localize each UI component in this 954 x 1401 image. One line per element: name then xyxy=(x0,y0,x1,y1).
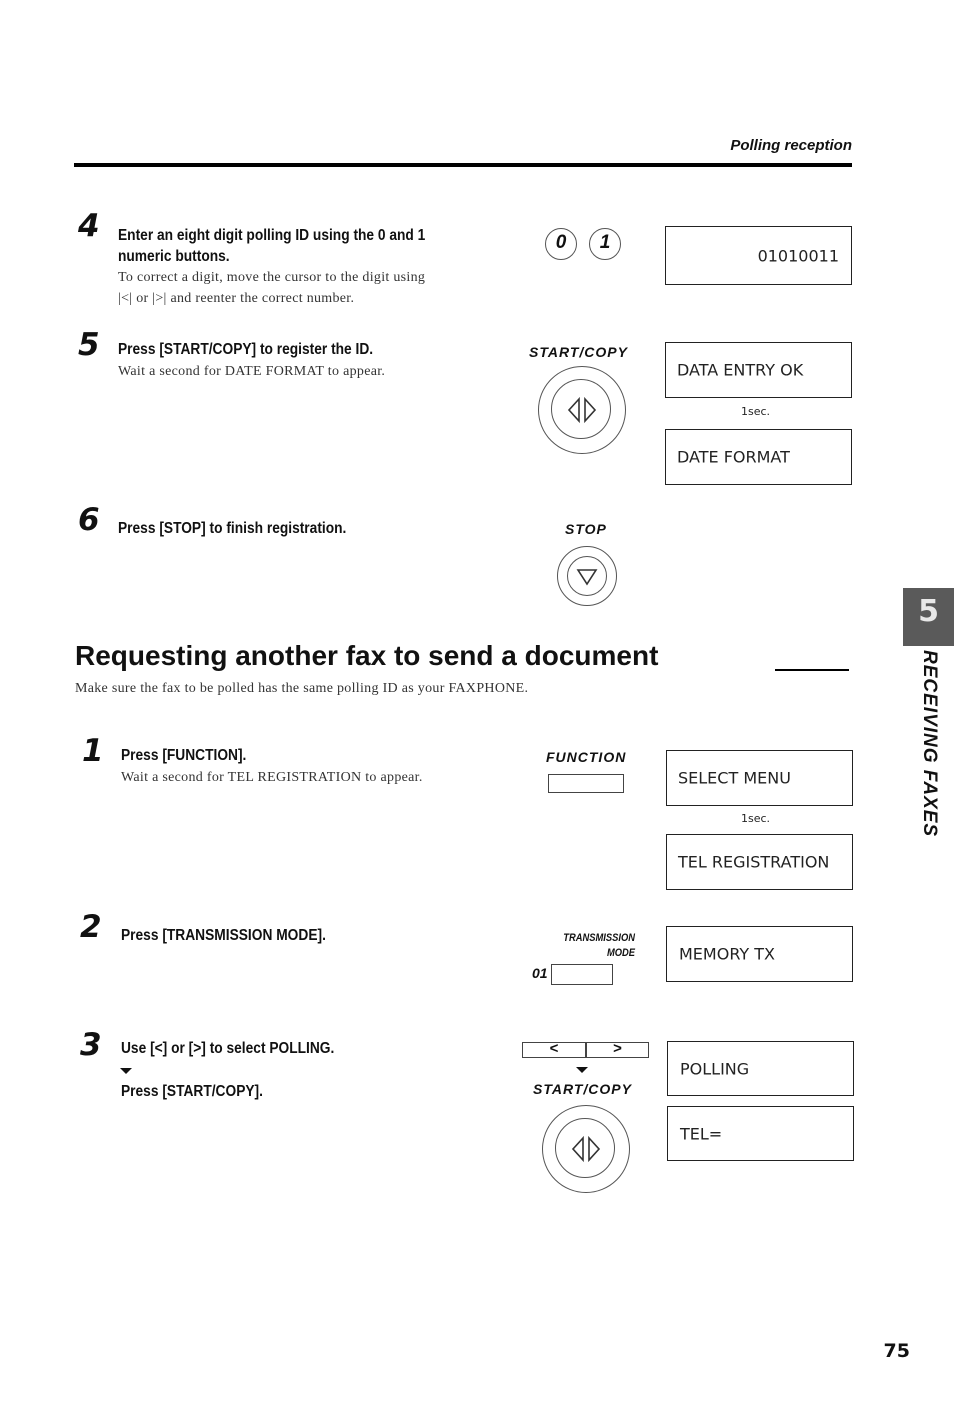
step-description: To correct a digit, move the cursor to the digit using xyxy=(118,270,426,285)
one-touch-number: 01 xyxy=(532,965,548,981)
function-key-label: FUNCTION xyxy=(546,749,627,765)
step-title: numeric buttons. xyxy=(118,248,230,265)
right-arrow-key-label: > xyxy=(613,1040,622,1057)
step-number: 5 xyxy=(78,327,100,363)
start-icon xyxy=(571,1134,601,1164)
transmission-mode-key[interactable] xyxy=(551,964,613,985)
step-title: Use [<] or [>] to select POLLING. xyxy=(121,1040,335,1057)
step-number: 2 xyxy=(80,909,102,945)
step-description: Wait a second for DATE FORMAT to appear. xyxy=(118,364,386,379)
page-number: 75 xyxy=(883,1340,910,1362)
left-arrow-key[interactable] xyxy=(522,1042,586,1058)
interval-note: 1sec. xyxy=(741,405,771,418)
right-arrow-key[interactable] xyxy=(586,1042,649,1058)
start-copy-key[interactable] xyxy=(542,1105,630,1193)
stop-key[interactable] xyxy=(557,546,617,606)
one-key[interactable] xyxy=(589,228,621,260)
lcd-text: DATA ENTRY OK xyxy=(677,360,804,380)
stop-inner-ring xyxy=(567,556,607,596)
lcd-display xyxy=(666,834,853,890)
transmission-mode-key-label xyxy=(537,931,635,961)
step-number: 1 xyxy=(82,733,104,769)
step-title: Press [STOP] to finish registration. xyxy=(118,520,347,537)
step-number: 4 xyxy=(78,208,100,244)
section-title-rule xyxy=(775,669,849,671)
stop-key-label: STOP xyxy=(565,521,607,537)
step-title: Press [FUNCTION]. xyxy=(121,747,247,764)
step-title: Enter an eight digit polling ID using the 0 and 1 xyxy=(118,227,426,244)
step-number: 6 xyxy=(78,502,100,538)
step-description: Wait a second for TEL REGISTRATION to appear. xyxy=(121,770,423,785)
lcd-text: TEL= xyxy=(680,1124,723,1143)
one-key-label: 1 xyxy=(599,232,611,253)
section-title: Requesting another fax to send a document xyxy=(75,640,659,671)
step-title: Press [START/COPY] to register the ID. xyxy=(118,341,374,358)
key-label-line: MODE xyxy=(606,947,635,959)
left-arrow-key-label: < xyxy=(549,1040,559,1057)
start-copy-inner-ring xyxy=(551,379,611,439)
lcd-display xyxy=(666,750,853,806)
start-copy-key-label: START/COPY xyxy=(529,344,628,360)
interval-note: 1sec. xyxy=(741,812,771,825)
lcd-display xyxy=(665,429,852,485)
function-key[interactable] xyxy=(548,774,624,793)
lcd-text: DATE FORMAT xyxy=(677,447,790,467)
arrow-down-icon xyxy=(576,1067,588,1073)
section-intro: Make sure the fax to be polled has the same polling ID as your FAXPHONE. xyxy=(75,681,529,696)
zero-key-label: 0 xyxy=(555,232,567,253)
lcd-text: MEMORY TX xyxy=(679,944,775,964)
step-title: Press [TRANSMISSION MODE]. xyxy=(121,927,326,944)
lcd-display xyxy=(667,1041,854,1096)
arrow-down-icon xyxy=(120,1068,132,1074)
lcd-display xyxy=(665,342,852,398)
lcd-text: SELECT MENU xyxy=(678,768,791,788)
step-number: 3 xyxy=(80,1027,102,1063)
start-copy-inner-ring xyxy=(555,1118,615,1178)
lcd-display xyxy=(665,226,852,285)
chapter-title: RECEIVING FAXES xyxy=(919,650,940,838)
lcd-display xyxy=(666,926,853,982)
lcd-text: TEL REGISTRATION xyxy=(678,852,830,872)
start-icon xyxy=(567,395,597,425)
step-description: |<| or |>| and reenter the correct number. xyxy=(118,291,355,306)
start-copy-key[interactable] xyxy=(538,366,626,454)
running-header: Polling reception xyxy=(730,137,852,154)
lcd-text: POLLING xyxy=(680,1059,750,1078)
header-rule xyxy=(74,163,852,167)
chapter-number: 5 xyxy=(918,594,939,629)
step-title: Press [START/COPY]. xyxy=(121,1083,263,1100)
lcd-display xyxy=(667,1106,854,1161)
zero-key[interactable] xyxy=(545,228,577,260)
lcd-text: 01010011 xyxy=(757,246,839,265)
start-copy-key-label: START/COPY xyxy=(533,1081,632,1097)
key-label-line: TRANSMISSION xyxy=(563,932,635,944)
stop-icon xyxy=(576,565,598,587)
